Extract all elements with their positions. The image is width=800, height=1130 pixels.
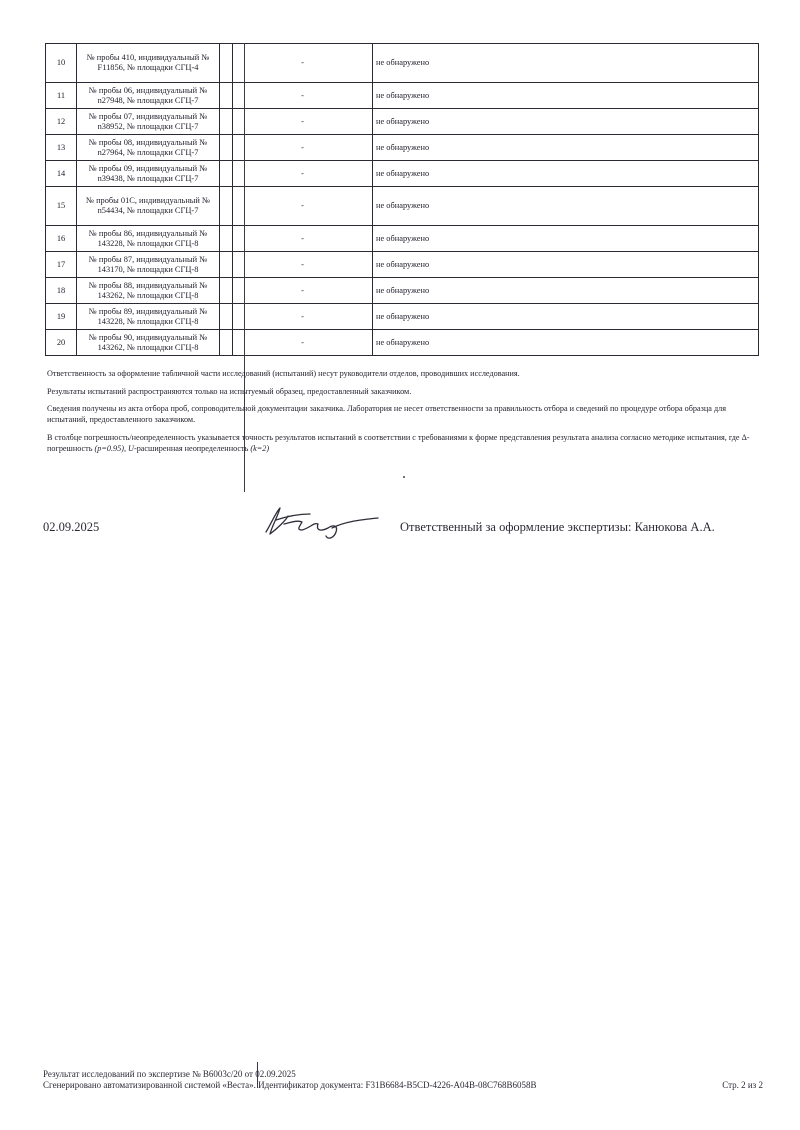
row-number: 17	[46, 252, 77, 278]
test-result: не обнаружено	[373, 83, 759, 109]
blank-cell	[220, 44, 233, 83]
test-result: не обнаружено	[373, 187, 759, 226]
footer-generated-by: Сгенерировано автоматизированной системой «Веста». Идентификатор документа: F31B6684-B5CD-4226-A04B-08C768B6058B	[43, 1080, 537, 1090]
row-number: 15	[46, 187, 77, 226]
results-table	[45, 43, 759, 356]
test-result: не обнаружено	[373, 252, 759, 278]
blank-cell	[220, 252, 233, 278]
row-number: 13	[46, 135, 77, 161]
note-uncertainty-p: (p=0.95), U	[94, 443, 134, 453]
sample-description: № пробы 06, индивидуальный № n27948, № площадки СГЦ-7	[77, 83, 220, 109]
sample-description: № пробы 87, индивидуальный № 143170, № площадки СГЦ-8	[77, 252, 220, 278]
test-result: не обнаружено	[373, 278, 759, 304]
table-row	[46, 304, 759, 330]
note-uncertainty-text: В столбце погрешность/неопределенность указывается точность результатов испытаний в соответствии с требованиями к форме представления результата анализа согласно методике испытания, где Δ-погрешность	[47, 432, 750, 453]
sample-description: № пробы 89, индивидуальный № 143228, № площадки СГЦ-8	[77, 304, 220, 330]
uncertainty-value: -	[233, 83, 373, 109]
page-footer	[43, 1069, 763, 1091]
table-row	[46, 83, 759, 109]
sample-description: № пробы 90, индивидуальный № 143262, № площадки СГЦ-8	[77, 330, 220, 356]
uncertainty-value: -	[233, 187, 373, 226]
test-result: не обнаружено	[373, 330, 759, 356]
handwritten-signature	[258, 502, 398, 542]
blank-cell	[220, 109, 233, 135]
uncertainty-value: -	[233, 330, 373, 356]
results-table-body	[46, 44, 759, 356]
sample-description: № пробы 01С, индивидуальный № n54434, № площадки СГЦ-7	[77, 187, 220, 226]
row-number: 18	[46, 278, 77, 304]
row-number: 20	[46, 330, 77, 356]
table-row	[46, 226, 759, 252]
responsible-person: Ответственный за оформление экспертизы: Канюкова А.А.	[400, 520, 715, 534]
note-uncertainty	[47, 432, 763, 454]
row-number: 12	[46, 109, 77, 135]
note-uncertainty-u: -расширенная неопределенность	[133, 443, 251, 453]
test-result: не обнаружено	[373, 304, 759, 330]
notes-block	[47, 368, 763, 454]
signoff-date: 02.09.2025	[43, 520, 100, 534]
uncertainty-value: -	[233, 135, 373, 161]
table-row	[46, 252, 759, 278]
note-uncertainty-k: (k=2)	[250, 443, 270, 453]
blank-cell	[220, 226, 233, 252]
page-number: Стр. 2 из 2	[722, 1080, 763, 1090]
sample-description: № пробы 09, индивидуальный № n39438, № площадки СГЦ-7	[77, 161, 220, 187]
test-result: не обнаружено	[373, 161, 759, 187]
test-result: не обнаружено	[373, 44, 759, 83]
blank-cell	[220, 135, 233, 161]
table-row	[46, 187, 759, 226]
note-sampling-info: Сведения получены из акта отбора проб, сопроводительной документации заказчика. Лаборатория не несет ответственности за правильность отбора и сведений по процедуре отбора образца для испытаний, предоставленного заказчиком.	[47, 404, 726, 424]
row-number: 16	[46, 226, 77, 252]
table-row	[46, 330, 759, 356]
table-row	[46, 109, 759, 135]
blank-cell	[220, 278, 233, 304]
sample-description: № пробы 86, индивидуальный № 143228, № площадки СГЦ-8	[77, 226, 220, 252]
test-result: не обнаружено	[373, 109, 759, 135]
uncertainty-value: -	[233, 278, 373, 304]
uncertainty-value: -	[233, 109, 373, 135]
test-result: не обнаружено	[373, 135, 759, 161]
blank-cell	[220, 161, 233, 187]
blank-cell	[220, 83, 233, 109]
footer-expertise-ref: Результат исследований по экспертизе № В6003с/20 от 02.09.2025	[43, 1069, 296, 1079]
blank-cell	[220, 330, 233, 356]
row-number: 11	[46, 83, 77, 109]
table-row	[46, 135, 759, 161]
sample-description: № пробы 88, индивидуальный № 143262, № площадки СГЦ-8	[77, 278, 220, 304]
uncertainty-value: -	[233, 252, 373, 278]
row-number: 14	[46, 161, 77, 187]
row-number: 10	[46, 44, 77, 83]
blank-cell	[220, 187, 233, 226]
note-responsibility: Ответственность за оформление табличной части исследований (испытаний) несут руководители отделов, проводивших исследования.	[47, 369, 520, 378]
table-row	[46, 161, 759, 187]
row-number: 19	[46, 304, 77, 330]
uncertainty-value: -	[233, 161, 373, 187]
test-result: не обнаружено	[373, 226, 759, 252]
table-row	[46, 44, 759, 83]
sample-description: № пробы 410, индивидуальный № F11856, № площадки СГЦ-4	[77, 44, 220, 83]
sample-description: № пробы 08, индивидуальный № n27964, № площадки СГЦ-7	[77, 135, 220, 161]
scan-speck	[403, 476, 405, 478]
blank-cell	[220, 304, 233, 330]
uncertainty-value: -	[233, 226, 373, 252]
uncertainty-value: -	[233, 304, 373, 330]
table-row	[46, 278, 759, 304]
sample-description: № пробы 07, индивидуальный № n38952, № площадки СГЦ-7	[77, 109, 220, 135]
note-results-scope: Результаты испытаний распространяются только на испытуемый образец, предоставленный заказчиком.	[47, 386, 412, 396]
uncertainty-value: -	[233, 44, 373, 83]
